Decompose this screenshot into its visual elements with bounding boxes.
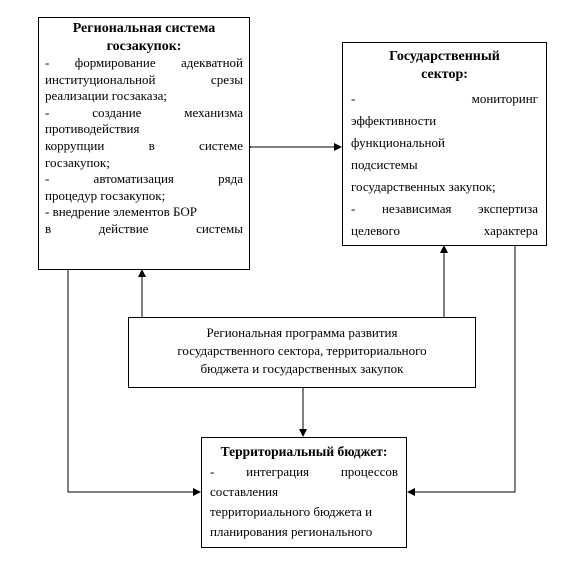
list-line <box>210 502 398 522</box>
list-line <box>351 132 538 154</box>
list-word: - <box>351 201 356 216</box>
list-word: - <box>45 55 50 70</box>
list-line <box>210 462 398 482</box>
list-line <box>45 221 243 238</box>
list-line <box>45 121 243 138</box>
territorial-budget-box <box>201 437 407 548</box>
list-word: - <box>210 464 215 479</box>
list-line <box>210 482 398 502</box>
list-line <box>45 88 243 105</box>
list-word: процедур госзакупок; <box>45 187 166 203</box>
list-word: адекватной <box>181 55 243 70</box>
territorial-budget-list <box>210 462 398 542</box>
list-word: противодействия <box>45 121 140 137</box>
list-word: срезы <box>210 71 243 87</box>
list-line <box>45 105 243 122</box>
regional-system-box <box>38 17 250 270</box>
public-sector-list <box>351 88 538 242</box>
list-line <box>45 204 243 221</box>
list-word: процессов <box>340 464 398 479</box>
list-line <box>45 155 243 172</box>
list-word: - <box>45 171 50 187</box>
list-word: - <box>45 104 50 120</box>
regional-system-list <box>45 55 243 238</box>
list-word: действие <box>98 220 149 236</box>
regional-program-text: Региональная программа развития государственного сектора, территориального бюджета и государственных закупок <box>177 325 427 376</box>
list-word: функциональной <box>351 135 445 150</box>
list-line <box>351 176 538 198</box>
list-word: создание <box>92 104 142 120</box>
list-word: территориального бюджета и <box>210 504 373 519</box>
list-line <box>351 198 538 220</box>
list-word: госзакупок; <box>45 154 110 170</box>
list-word: формирование <box>74 55 156 70</box>
list-word: коррупции <box>45 137 105 153</box>
territorial-budget-title: Территориальный бюджет: <box>220 444 388 459</box>
list-line <box>45 188 243 205</box>
list-word: реализации госзаказа; <box>45 88 168 104</box>
list-word: экспертиза <box>478 201 538 216</box>
public-sector-box <box>342 42 547 246</box>
list-line <box>45 171 243 188</box>
list-word: системе <box>199 137 243 153</box>
list-line <box>351 88 538 110</box>
list-word: - внедрение элементов БОР <box>45 204 198 220</box>
list-word: подсистемы <box>351 157 418 172</box>
list-word: институциональной <box>45 71 156 87</box>
list-word: в <box>45 220 52 236</box>
list-word: составления <box>210 484 279 499</box>
list-line <box>351 154 538 176</box>
list-word: целевого <box>351 223 401 238</box>
regional-program-box <box>128 317 476 388</box>
list-line <box>351 110 538 132</box>
list-word: государственных закупок; <box>351 179 496 194</box>
list-word: независимая <box>381 201 452 216</box>
list-word: механизма <box>184 104 243 120</box>
list-word: ряда <box>218 171 243 187</box>
list-word: мониторинг <box>471 91 538 106</box>
public-sector-title: Государственный сектор: <box>389 49 500 82</box>
list-word: характера <box>483 223 538 238</box>
list-line <box>45 138 243 155</box>
list-word: - <box>351 91 356 106</box>
list-word: планирования регионального <box>210 524 373 539</box>
list-line <box>210 522 398 542</box>
list-word: в <box>148 137 155 153</box>
list-line <box>351 220 538 242</box>
list-word: автоматизация <box>93 171 174 187</box>
regional-system-title: Региональная система госзакупок: <box>72 21 216 54</box>
list-line <box>45 72 243 89</box>
list-word: эффективности <box>351 113 437 128</box>
list-word: системы <box>196 220 243 236</box>
list-line <box>45 55 243 72</box>
list-word: интеграция <box>246 464 310 479</box>
